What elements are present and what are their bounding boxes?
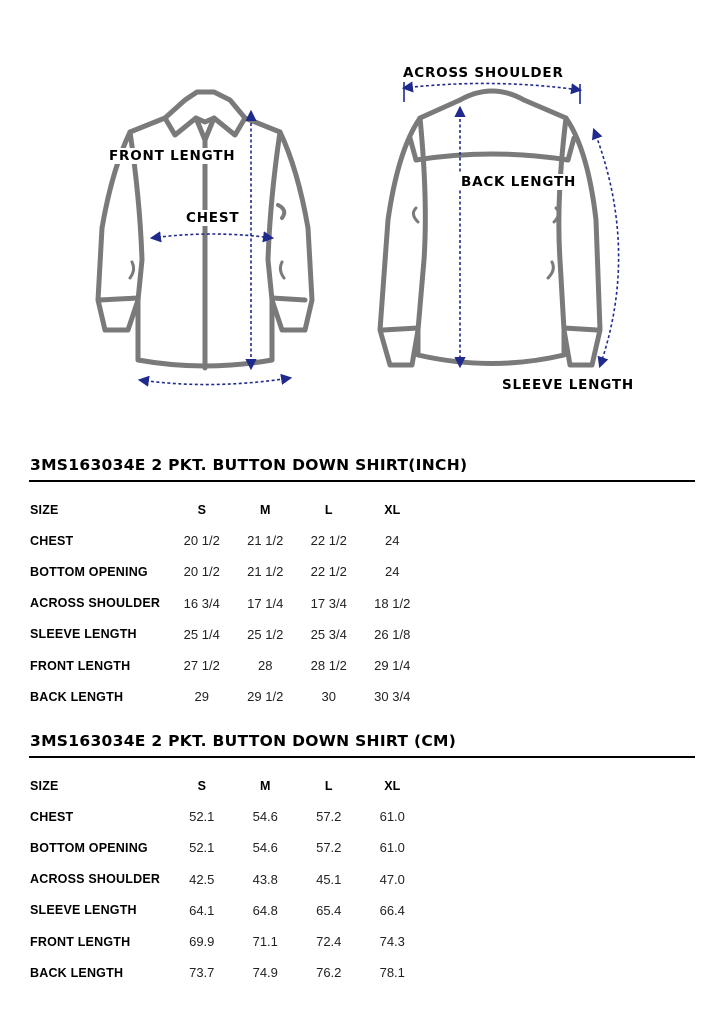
table-row	[30, 801, 424, 832]
inch-table-rule	[29, 480, 695, 482]
table-row	[30, 525, 424, 556]
measure-value: 64.8	[252, 902, 278, 918]
measure-value: 22 1/2	[310, 564, 347, 580]
measure-name: BOTTOM OPENING	[30, 840, 148, 855]
measure-name: FRONT LENGTH	[30, 658, 131, 673]
measure-value: 17 1/4	[247, 595, 284, 611]
front-shirt-outline	[98, 92, 312, 368]
measure-value: 69.9	[189, 934, 215, 950]
measure-name: ACROSS SHOULDER	[30, 596, 161, 611]
measure-value: 27 1/2	[183, 658, 220, 674]
header-cell: L	[324, 778, 333, 793]
measure-name: FRONT LENGTH	[30, 934, 131, 949]
measure-value: 74.3	[379, 934, 405, 950]
measure-name: ACROSS SHOULDER	[30, 872, 161, 887]
inch-table-title: 3MS163034E 2 PKT. BUTTON DOWN SHIRT(INCH)	[30, 456, 468, 474]
measure-value: 66.4	[379, 902, 405, 918]
measure-value: 61.0	[379, 840, 405, 856]
sleeve-length-label: SLEEVE LENGTH	[502, 377, 635, 393]
measure-name: SLEEVE LENGTH	[30, 627, 137, 642]
table-row	[30, 864, 424, 895]
measure-name: CHEST	[30, 809, 74, 824]
table-row	[30, 556, 424, 587]
measure-value: 47.0	[379, 871, 405, 887]
measure-value: 29 1/2	[247, 689, 284, 705]
measure-value: 43.8	[252, 871, 278, 887]
header-cell: SIZE	[30, 502, 59, 517]
measure-value: 28 1/2	[310, 658, 347, 674]
table-row	[30, 619, 424, 650]
measure-value: 30	[321, 689, 336, 705]
measure-value: 57.2	[316, 809, 342, 825]
measure-value: 61.0	[379, 809, 405, 825]
across-shoulder-label: ACROSS SHOULDER	[403, 65, 564, 81]
table-row	[30, 832, 424, 863]
table-row	[30, 895, 424, 926]
measure-value: 71.1	[252, 934, 278, 950]
measure-value: 24	[385, 564, 400, 580]
measure-value: 54.6	[252, 809, 278, 825]
header-cell: S	[197, 778, 206, 793]
measure-value: 20 1/2	[183, 533, 220, 549]
table-row	[30, 588, 424, 619]
measure-value: 25 3/4	[310, 626, 347, 642]
chest-label: CHEST	[186, 210, 240, 226]
front-length-label: FRONT LENGTH	[109, 148, 236, 164]
measure-value: 45.1	[316, 871, 342, 887]
header-cell: XL	[384, 778, 401, 793]
back-shirt-outline	[380, 91, 600, 365]
back-length-label: BACK LENGTH	[461, 174, 577, 190]
cm-table-title: 3MS163034E 2 PKT. BUTTON DOWN SHIRT (CM)	[30, 732, 457, 750]
measure-value: 54.6	[252, 840, 278, 856]
measure-value: 52.1	[189, 840, 215, 856]
measure-name: BOTTOM OPENING	[30, 564, 148, 579]
cm-table-rule	[29, 756, 695, 758]
table-row	[30, 681, 424, 712]
measure-name: CHEST	[30, 533, 74, 548]
measure-value: 20 1/2	[183, 564, 220, 580]
measure-value: 29	[194, 689, 209, 705]
measure-value: 25 1/2	[247, 626, 284, 642]
table-row	[30, 957, 424, 988]
shirt-measurement-diagram	[0, 0, 723, 420]
measure-value: 74.9	[252, 965, 278, 981]
measure-value: 42.5	[189, 871, 215, 887]
header-cell: XL	[384, 502, 401, 517]
header-cell: M	[260, 778, 271, 793]
measure-value: 18 1/2	[374, 595, 411, 611]
measure-value: 25 1/4	[183, 626, 220, 642]
header-cell: S	[197, 502, 206, 517]
table-header-row	[30, 494, 424, 525]
measure-value: 57.2	[316, 840, 342, 856]
header-cell: L	[324, 502, 333, 517]
table-header-row	[30, 770, 424, 801]
measure-value: 22 1/2	[310, 533, 347, 549]
measure-value: 24	[385, 533, 400, 549]
measure-value: 21 1/2	[247, 533, 284, 549]
measure-value: 72.4	[316, 934, 342, 950]
measure-name: BACK LENGTH	[30, 965, 124, 980]
table-row	[30, 650, 424, 681]
cm-size-table	[30, 770, 424, 988]
measure-value: 73.7	[189, 965, 215, 981]
measure-value: 26 1/8	[374, 626, 411, 642]
inch-size-table	[30, 494, 424, 712]
measure-value: 28	[258, 658, 273, 674]
measure-value: 30 3/4	[374, 689, 411, 705]
header-cell: SIZE	[30, 778, 59, 793]
header-cell: M	[260, 502, 271, 517]
shirt-drawings	[0, 0, 723, 420]
measure-value: 52.1	[189, 809, 215, 825]
measure-name: SLEEVE LENGTH	[30, 903, 137, 918]
measure-value: 78.1	[379, 965, 405, 981]
table-row	[30, 926, 424, 957]
measure-value: 29 1/4	[374, 658, 411, 674]
measure-value: 65.4	[316, 902, 342, 918]
measure-value: 64.1	[189, 902, 215, 918]
measure-value: 17 3/4	[310, 595, 347, 611]
measure-name: BACK LENGTH	[30, 689, 124, 704]
measure-value: 16 3/4	[183, 595, 220, 611]
measure-value: 76.2	[316, 965, 342, 981]
measure-value: 21 1/2	[247, 564, 284, 580]
